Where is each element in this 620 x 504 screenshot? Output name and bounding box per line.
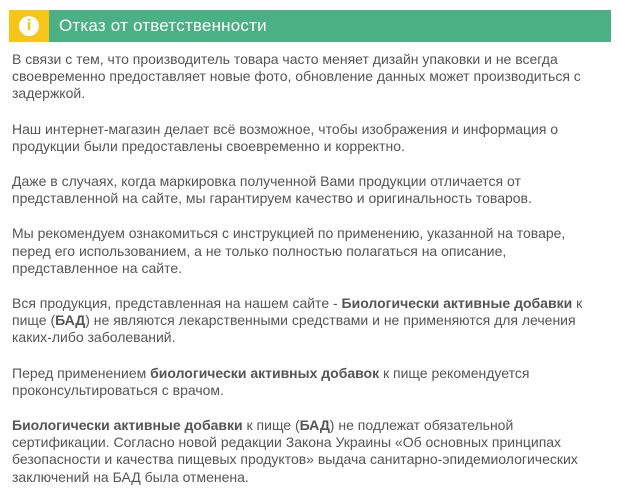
paragraph-instructions: Мы рекомендуем ознакомиться с инструкцией по применению, указанной на товаре, перед его использованием, а не только полностью полагаться на описание, представленное на сайте. xyxy=(12,225,566,276)
text-segment: Вся продукция, представленная на нашем сайте - xyxy=(12,295,342,312)
text-segment: к пище ( xyxy=(12,295,583,329)
bold-term: БАД xyxy=(55,312,86,329)
info-icon-glyph: i xyxy=(26,18,32,34)
text-segment: ) не подлежат обязательной сертификации. Согласно новой редакции Закона Украины «Об основных принципах безопасности и качества пищевых продуктов» выдача санитарно-эпидемиологических заключений на БАД была отменена. xyxy=(12,417,578,485)
disclaimer-title: Отказ от ответственности xyxy=(59,16,267,35)
paragraph-packaging: В связи с тем, что производитель товара часто меняет дизайн упаковки и не всегда своевременно предоставляет новые фото, обновление данных может производиться с задержкой. xyxy=(12,51,581,102)
bold-term: биологически активных добавок xyxy=(150,364,380,381)
text-segment: к пище ( xyxy=(242,417,300,434)
bold-term: БАД xyxy=(299,417,330,434)
bold-term: Биологически активные добавки xyxy=(341,295,573,312)
text-segment: ) не являются лекарственными средствами и не применяются для лечения каких-либо заболеваний. xyxy=(12,312,576,346)
text-segment: к пище рекомендуется проконсультироваться с врачом. xyxy=(12,364,530,398)
text-segment: Перед применением xyxy=(12,364,151,381)
disclaimer-body xyxy=(12,51,602,504)
disclaimer-header xyxy=(9,10,611,42)
paragraph-quality-guarantee: Даже в случаях, когда маркировка полученной Вами продукции отличается от представленной на сайте, мы гарантируем качество и оригинальность товаров. xyxy=(12,173,532,207)
info-icon xyxy=(19,16,39,36)
info-badge xyxy=(9,10,49,42)
paragraph-consult-doctor xyxy=(12,365,602,399)
paragraph-not-medicine xyxy=(12,295,602,347)
paragraph-store-effort: Наш интернет-магазин делает всё возможное, чтобы изображения и информация о продукции были предоставлены своевременно и корректно. xyxy=(12,120,559,154)
paragraph-certification xyxy=(12,417,602,486)
bold-term: Биологически активные добавки xyxy=(12,417,243,434)
